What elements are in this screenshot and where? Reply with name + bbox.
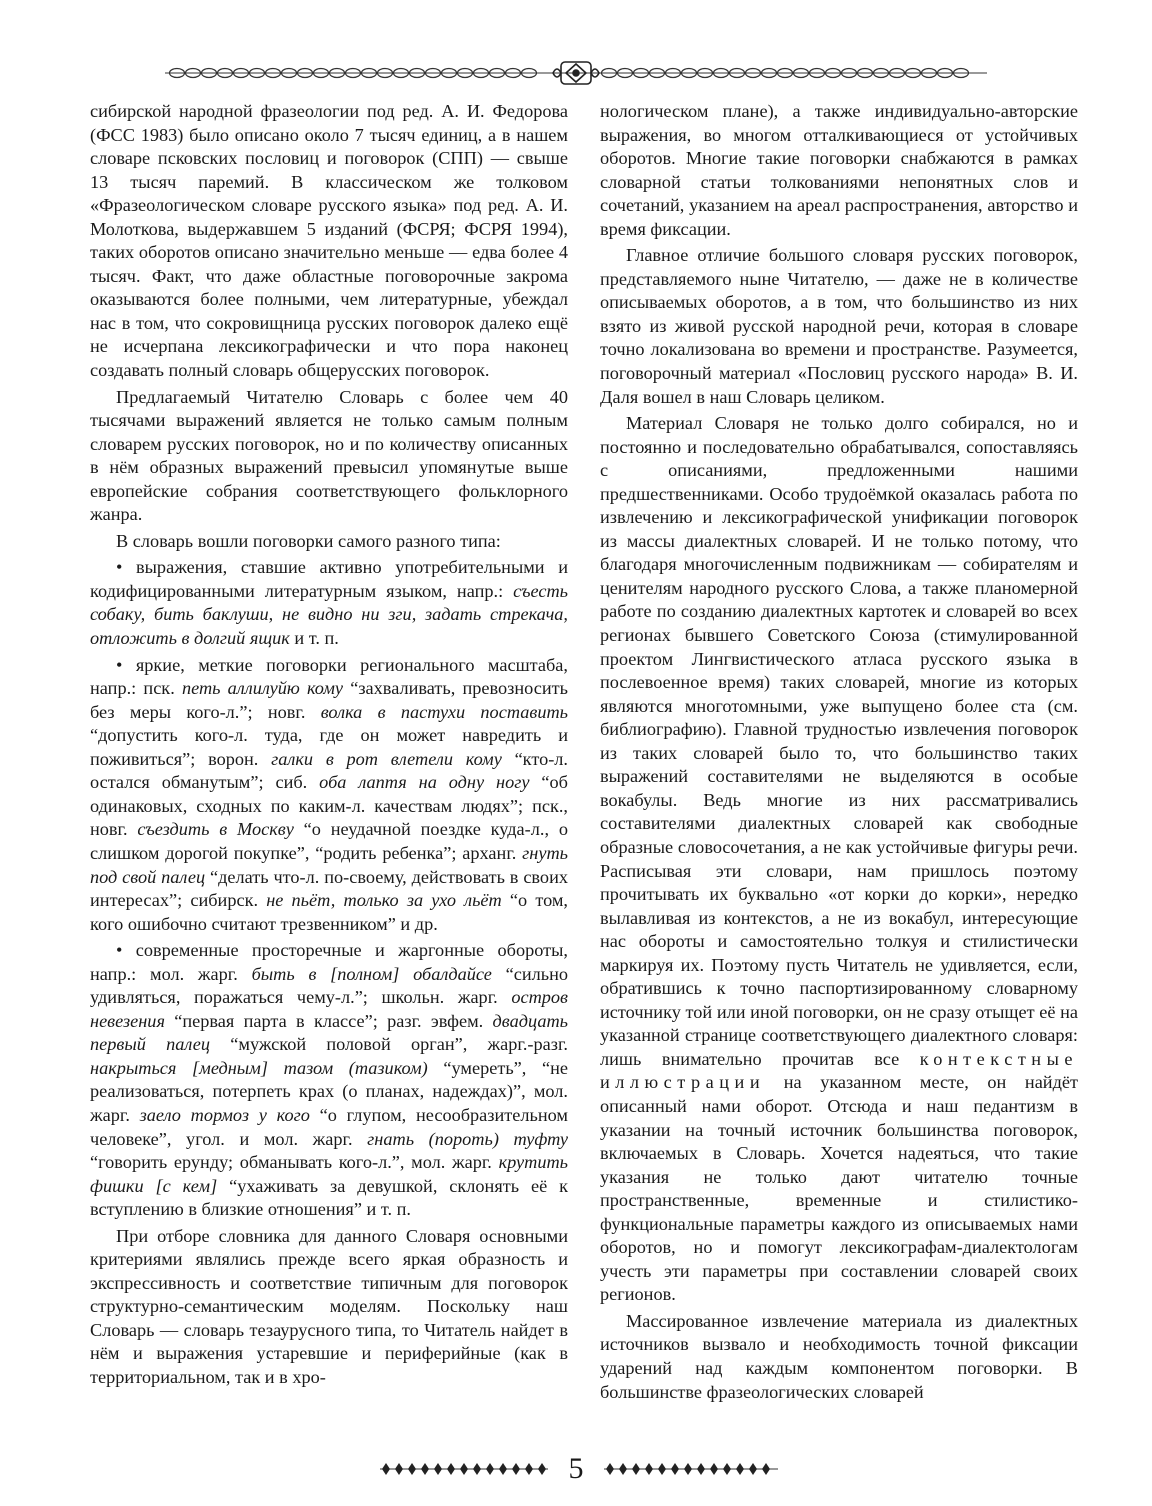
text-run: “говорить ерунду; обманывать кого-л.”, мол. жарг. [90, 1152, 499, 1173]
italic-phrase: волка в пастухи поставить [320, 701, 568, 722]
text-run: нологическом плане), а также индивидуально-авторские выражения, во многом отталкивающиеся от устойчивых оборотов. Многие такие поговорки снабжаются в рамках словарной статьи толкованиями непонятных слов и сочетаний, указанием на ареал распространения, авторство и время фиксации. [600, 101, 1078, 239]
text-run: Материал Словаря не только долго собирался, но и постоянно и последовательно обрабатывался, сопоставляясь с описаниями, предложенными нашими предшественниками. Особо трудоёмкой оказалась работа по извлечению и лексикографической унификации поговорок из массы диалектных словарей. И не только потому, что благодаря многочисленным подвижникам — собирателям и ценителям народного русского Слова, а также планомерной работе по созданию диалектных картотек и словарей во всех регионах бывшего Советского Союза (стимулированной проектом Лингвистического атласа русского языка в послевоенное время) таких словарей, многие из которых являются многотомными, уже выпущено более ста (см. библиографию). Главной трудностью извлечения поговорок из таких словарей было то, что большинство таких выражений составителями не выделяются в особые вокабулы. Ведь многие из них рассматривались составителями диалектных словарей как свободные образные словосочетания, а не как устойчивые фигуры речи. Расписывая эти словари, нам пришлось поэтому прочитывать их буквально «от корки до корки», нередко вылавливая из контекстов, а не из вокабул, интересующие нас обороты и самостоятельно толкуя и стилистически маркируя их. Поэтому пусть Читатель не удивляется, если, обратившись к точно паспортизированному словарному источнику той или иной поговорки, он не сразу отыщет её на указанной странице соответствующего диалектного словаря: лишь внимательно прочитав все [600, 413, 1078, 1069]
ornament-diamond-icon [473, 1463, 481, 1475]
paragraph [90, 100, 568, 383]
text-run: “об одинаковых, сходных по каким-л. качествам людях”; пск., новг. [90, 772, 568, 840]
ornament-diamond-icon [671, 1463, 679, 1475]
text-run: “допустить кого-л. туда, где он может навредить и поживиться”; ворон. [90, 725, 568, 769]
text-run: • современные просторечные и жаргонные обороты, напр.: мол. жарг. [90, 940, 568, 984]
ornament-diamond-icon [684, 1463, 692, 1475]
text-run: “первая парта в классе”; разг. эвфем. [164, 1010, 493, 1031]
text-run: “о неудачной поездке куда-л., о слишком дорогой покупке”, “родить ребенка”; арханг. [90, 819, 568, 863]
paragraph [600, 100, 1078, 241]
ornament-diamond-icon [408, 1463, 416, 1475]
italic-phrase: гнуть под свой палец [90, 842, 568, 887]
top-ornament-border [165, 58, 987, 88]
italic-phrase: двадцать первый палец [90, 1010, 568, 1055]
ornament-diamond-icon [447, 1463, 455, 1475]
text-run: “о том, кого ошибочно считают трезвенником” и др. [90, 890, 568, 934]
ornament-diamond-icon [499, 1463, 507, 1475]
ornament-diamond-icon [697, 1463, 705, 1475]
text-run: на указанном месте, он найдёт описанный нами оборот. Отсюда и наш педантизм в указании на точный источник большинства поговорок, включаемых в Словарь. Хочется надеяться, что такие указания не только дают читателю точные пространственные, временные и стилистико-функциональные параметры каждого из описываемых нами оборотов, но и помогут лексикографам-диалектологам учесть эти параметры при составлении словарей своих регионов. [600, 1072, 1078, 1305]
text-run: “мужской половой орган”, жарг.-разг. [210, 1034, 569, 1055]
ornament-diamond-icon [645, 1463, 653, 1475]
text-run: Предлагаемый Читателю Словарь с более чем 40 тысячами выражений является не только самым полным словарем русских поговорок, но и по количеству описанных в нём образных выражений превысил упомянутые выше европейские собрания соответствующего фольклорного жанра. [90, 386, 568, 525]
ornament-diamond-icon [512, 1463, 520, 1475]
bullet-paragraph [90, 939, 568, 1222]
italic-phrase: съездить в Москву [137, 819, 294, 840]
ornament-diamond-icon [434, 1463, 442, 1475]
text-run: Главное отличие большого словаря русских поговорок, представляемого ныне Читателю, — даже не в количестве описываемых оборотов, а в том, что большинство из них взято из живой русской народной речи, которая в словаре точно локализована во времени и пространстве. Разумеется, поговорочный материал «Пословиц русского народа» В. И. Даля вошел в наш Словарь целиком. [600, 245, 1078, 407]
ornament-diamond-icon [486, 1463, 494, 1475]
text-run: “кто-л. остался обманутым”; сиб. [90, 748, 568, 793]
ornament-diamond-icon [723, 1463, 731, 1475]
ornament-diamond-icon [710, 1463, 718, 1475]
paragraph [600, 244, 1078, 409]
right-column [600, 100, 1078, 1407]
italic-phrase: оба лаптя на одну ногу [319, 772, 530, 793]
ornament-diamond-icon [749, 1463, 757, 1475]
bullet-paragraph [90, 556, 568, 650]
left-column [90, 100, 568, 1407]
text-run: “сильно удивляться, поражаться чему-л.”; школьн. жарг. [90, 963, 569, 1008]
text-run: “захваливать, превозносить без меры кого-л.”; новг. [90, 678, 568, 722]
ornament-diamond-icon [525, 1463, 533, 1475]
italic-phrase: остров невезения [90, 987, 568, 1031]
italic-phrase: не пьёт, только за ухо льёт [266, 890, 502, 911]
ornament-diamond-icon [382, 1463, 390, 1475]
ornament-diamond-icon [421, 1463, 429, 1475]
ornament-diamond-icon [619, 1463, 627, 1475]
text-run: и т. п. [289, 628, 339, 649]
ornament-diamond-icon [395, 1463, 403, 1475]
ornament-diamond-icon [606, 1463, 614, 1475]
italic-phrase: быть в [полном] обалдайсе [251, 963, 492, 984]
italic-phrase: съесть собаку, бить баклуши, не видно ни зги, задать стрекача, отложить в долгий ящик [90, 580, 568, 649]
paragraph [90, 1225, 568, 1390]
paragraph [600, 412, 1078, 1307]
text-run: сибирской народной фразеологии под ред. А. И. Федорова (ФСС 1983) было описано около 7 тысяч единиц, а в нашем словаре псковских пословиц и поговорок (СПП) — свыше 13 тысяч паремий. В классическом же толковом «Фразеологическом словаре русского языка» под ред. А. И. Молоткова, выдержавшем 5 изданий (ФСРЯ; ФСРЯ 1994), таких оборотов описано значительно меньше — едва более 4 тысяч. Факт, что даже областные поговорочные закрома оказываются более полными, чем литературные, убеждал нас в том, что сокровищница русских поговорок далеко ещё не исчерпана лексикографически и что пора наконец создавать полный словарь общерусских поговорок. [90, 101, 568, 381]
text-columns [90, 100, 1078, 1407]
paragraph [90, 530, 568, 554]
ornament-diamond-icon [538, 1463, 546, 1475]
text-run: “о глупом, несообразительном человеке”, угол. и мол. жарг. [90, 1104, 568, 1149]
ornament-diamond-icon [460, 1463, 468, 1475]
text-run: В словарь вошли поговорки самого разного типа: [116, 530, 501, 551]
ornament-diamond-icon [658, 1463, 666, 1475]
text-run: • выражения, ставшие активно употребительными и кодифицированными литературным языком, напр.: [90, 557, 568, 601]
ornament-diamond-icon [632, 1463, 640, 1475]
page-number: 5 [568, 1452, 584, 1485]
ornament-diamond-icon [762, 1463, 770, 1475]
italic-phrase: гнать (пороть) туфту [367, 1128, 568, 1149]
text-run: При отборе словника для данного Словаря основными критериями являлись прежде всего яркая образность и экспрессивность и соответствие типичным для поговорок структурно-семантическим моделям. Поскольку наш Словарь — словарь тезаурусного типа, то Читатель найдет в нём и выражения устаревшие и периферийные (как в территориальном, так и в хро- [90, 1225, 568, 1387]
spaced-phrase: контекстные иллюстрации [600, 1048, 1078, 1093]
text-run: “умереть”, “не реализоваться, потерпеть крах (о планах, надеждах)”, мол. жарг. [90, 1057, 568, 1125]
text-run: • яркие, меткие поговорки регионального масштаба, напр.: пск. [90, 654, 568, 699]
italic-phrase: накрыться [медным] тазом (тазиком) [90, 1057, 428, 1078]
ornament-diamond-icon [736, 1463, 744, 1475]
paragraph [600, 1310, 1078, 1404]
italic-phrase: крутить фишки [с кем] [90, 1152, 568, 1196]
text-run: Массированное извлечение материала из диалектных источников вызвало и необходимость точной фиксации ударений над каждым компонентом поговорки. В большинстве фразеологических словарей [600, 1310, 1078, 1402]
italic-phrase: галки в рот влетели кому [271, 748, 502, 769]
paragraph [90, 386, 568, 527]
text-run: “делать что-л. по-своему, действовать в своих интересах”; сибирск. [90, 866, 568, 911]
italic-phrase: заело тормоз у кого [139, 1104, 310, 1125]
bullet-paragraph [90, 654, 568, 937]
text-run: “ухаживать за девушкой, склонять её к вступлению в близкие отношения” и т. п. [90, 1175, 568, 1220]
italic-phrase: петь аллилуйю кому [181, 678, 344, 699]
